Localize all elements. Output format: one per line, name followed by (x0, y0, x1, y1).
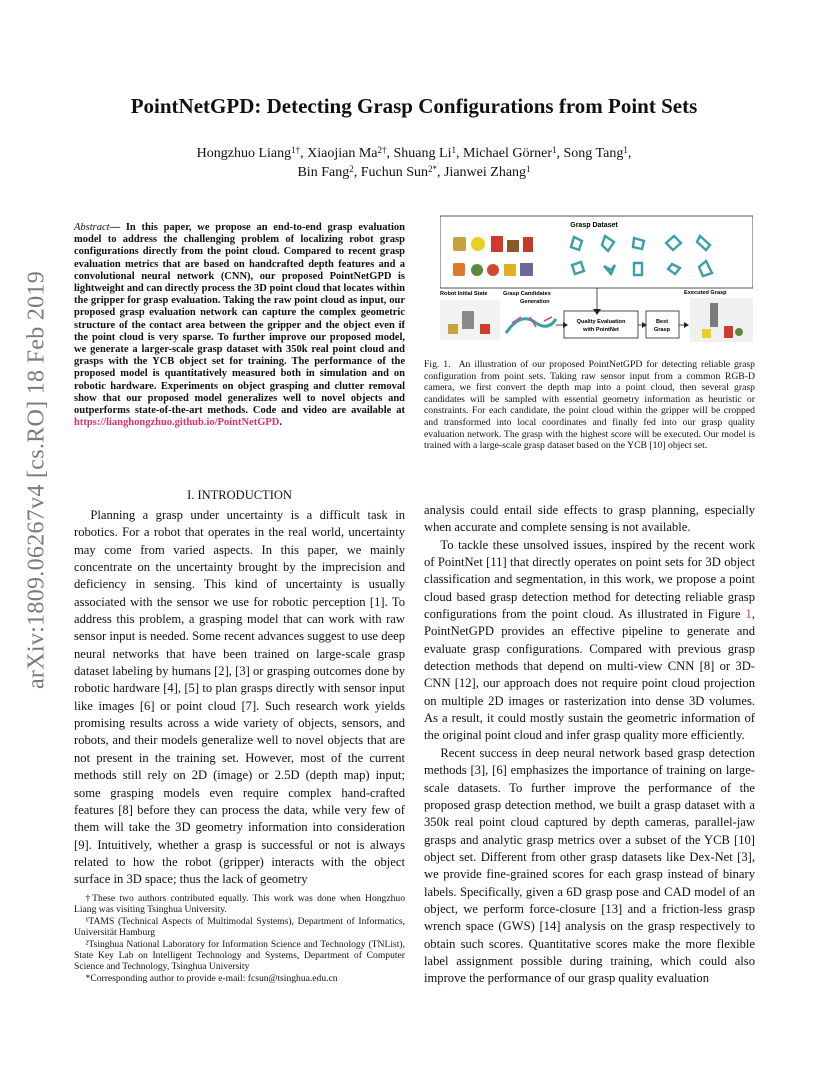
quality-label: Quality Evaluation (576, 319, 626, 325)
object-icon (523, 237, 533, 252)
figure-1 (440, 213, 753, 345)
authors-line-1: Hongzhuo Liang$^{1\dagger}$, Xiaojian $Ma^{2\dagger}$, Shuang Li$^1$, Michael Görner$^1$, Song Tang$^1$, (196, 145, 632, 161)
grasp-examples (571, 236, 712, 276)
object-icon (453, 237, 466, 251)
grasp-icon (602, 236, 614, 251)
object-icon (471, 264, 483, 276)
ycb-objects-row-2 (453, 263, 533, 276)
scene-object (735, 328, 743, 336)
paragraph: To tackle these unsolved issues, inspired by the recent work of PointNet [11] that directly operates on point sets for 3D object classification and segmentation, in this work, we propose a point cloud based grasp detection method for detecting reliable grasp configurations from the point cloud. As illustrated in Figure 1, PointNetGPD provides an effective pipeline to generate and evaluate grasp configurations. Compared with previous grasp detection methods that depend on multi-view CNN [8] or 3D-CNN [12], our approach does not require point cloud projection on multiple 2D images or rasterization into dense 3D volumes. As a result, it could mostly sustain the geometric information of the original point cloud and infer grasp quality more efficiently. (424, 537, 755, 743)
scene-object (724, 326, 733, 338)
left-column (74, 507, 405, 889)
scene-object (702, 329, 711, 338)
scene-object (448, 324, 458, 334)
grasp-icon (571, 237, 582, 250)
figure-caption (424, 359, 755, 452)
author: Xiaojian $Ma^{2\dagger}$ (307, 145, 387, 161)
footnote: †These two authors contributed equally. This work was done when Hongzhuo Liang was visiting Tsinghua University. (74, 893, 405, 916)
author: Jianwei Zhang$^1$ (444, 164, 531, 180)
project-link[interactable]: https://lianghongzhuo.github.io/PointNetGPD (74, 417, 280, 429)
arxiv-watermark: arXiv:1809.06267v4 [cs.RO] 18 Feb 2019 (23, 270, 50, 690)
paper-title: PointNetGPD: Detecting Grasp Configurations from Point Sets (130, 94, 698, 118)
grasp-icon (699, 261, 712, 276)
grasp-icon (668, 264, 680, 274)
executed-label: Executed Grasp (684, 290, 727, 296)
executed-photo (690, 298, 753, 342)
arrow-head (684, 322, 689, 328)
section-heading: I. INTRODUCTION (187, 488, 292, 502)
best-label: Best (655, 319, 669, 325)
robot-arm (462, 311, 474, 329)
grasp-icon (634, 263, 642, 275)
quality-label-2: with PointNet (583, 327, 619, 333)
caption-label: Fig. 1. (424, 359, 451, 370)
object-icon (507, 240, 519, 252)
abstract-label: Abstract (74, 222, 110, 233)
paragraph: Planning a grasp under uncertainty is a difficult task in robotics. For a robot that operates in the real world, uncertainty may come from varied aspects. In this paper, we mainly concentrate on the uncertainty brought by the imprecision and deficiency in sensing. This kind of uncertainty is usually associated with the sensor we use for robotic perception [1]. To address this problem, a grasping model that can work with raw sensor input is needed. Some recent advances suggest to use deep neural networks that have been trained on large-scale grasp dataset labeling by humans [2], [3] or grasping outcomes done by robotic hardware [4], [5] to plan grasps directly with sensor input like images [6] or point cloud [7]. Such research work yields promising results across a wide variety of objects, sensors, and robots, and their models generalize well to novel objects that are not present in the training set. However, most of the current methods still rely on 2D (image) or 2.5D (depth map) input; some grasping models even require complex hand-crafted features [8] before they can process the data, while very few of them will take the 3D geometry information into consideration [9]. Intuitively, whether a grasp is successful or not is always related to how the robot (gripper) interacts with the object surface in 3D space; thus the lack of geometry (74, 508, 405, 887)
candidates-label-2: Generation (520, 299, 550, 305)
best-label-2: Grasp (653, 327, 671, 333)
authors-line-2: Bin Fang$^2$, Fuchun Sun$^{2*}$, Jianwei Zhang$^1$ (297, 164, 531, 180)
author: Song Tang$^1$ (563, 145, 628, 161)
paragraph: analysis could entail side effects to grasp planning, especially when accurate and complete sensing is not available. (424, 503, 755, 535)
object-icon (471, 237, 485, 251)
abstract: Abstract— In this paper, we propose an end-to-end grasp evaluation model to address the challenging problem of localizing robot grasp configurations directly from the point cloud. Compared to recent grasp evaluation metrics that are based on handcrafted depth features and a convolutional neural network (CNN), our proposed PointNetGPD is lightweight and can directly process the 3D point cloud that locates within the gripper for grasp evaluation. Taking the raw point cloud as input, our proposed grasp evaluation network can capture the complex geometric structure of the contact area between the gripper and the object even if the point cloud is very sparse. To further improve our proposed model, we generate a larger-scale grasp dataset with 350k real point cloud and grasps with the YCB object set for training. The performance of the proposed model is quantitatively measured both in simulation and on robotic hardware. Experiments on object grasping and clutter removal show that our proposed model generalizes well to novel objects and outperforms state-of-the-art methods. Code and video are available at https://lianghongzhuo.github.io/PointNetGPD. (74, 222, 405, 429)
ycb-objects-row-1 (453, 236, 533, 252)
caption-text: An illustration of our proposed PointNetGPD for detecting reliable grasp configuration from point sets. Taking raw sensor input from a common RGB-D camera, we first convert the depth map into a point cloud, then several grasp candidates will be sampled with essential geometry information as heuristic or constraints. For each candidate, the point cloud within the gripper will be cropped and transformed into local coordinates and finally fed into our grasp quality evaluation network. The grasp with the highest score will be executed. Our model is trained with a large-scale grasp dataset based on the YCB [10] object set. (424, 359, 755, 452)
figure-reference-link[interactable]: 1 (745, 607, 752, 622)
candidates-label: Grasp Candidates (503, 291, 551, 297)
author: Hongzhuo Liang$^{1\dagger}$ (196, 145, 301, 161)
initial-state-label: Robot Initial State (440, 291, 488, 297)
grasp-icon (666, 236, 681, 250)
object-icon (520, 263, 533, 276)
object-icon (453, 263, 465, 276)
arrow-head (593, 309, 601, 315)
grasp-icon (604, 265, 615, 274)
footnotes (74, 893, 405, 984)
grasp-icon (572, 262, 584, 274)
object-icon (487, 264, 499, 276)
right-column (424, 502, 755, 988)
author: Fuchun Sun$^{2*}$ (360, 164, 437, 180)
scene-object (480, 324, 490, 334)
footnote: ¹TAMS (Technical Aspects of Multimodal Systems), Department of Informatics, Universität Hamburg (74, 915, 405, 939)
robot-arm (710, 303, 718, 327)
abstract-text: — In this paper, we propose an end-to-end grasp evaluation model to address the challenging problem of localizing robot grasp configurations directly from the point cloud. Compared to recent grasp evaluation metrics that are based on handcrafted depth features and a convolutional neural network (CNN), our proposed PointNetGPD is lightweight and can directly process the 3D point cloud that locates within the gripper for grasp evaluation. Taking the raw point cloud as input, our proposed grasp evaluation network can capture the complex geometric structure of the contact area between the gripper and the object even if the point cloud is very sparse. To further improve our proposed model, we generate a larger-scale grasp dataset with 350k real point cloud and grasps with the YCB object set for training. The performance of the proposed model is quantitatively measured both in simulation and on robotic hardware. Experiments on object grasping and clutter removal show that our proposed model generalizes well to novel objects and outperforms state-of-the-art methods. Code and video are available at (74, 222, 405, 417)
footnote: *Corresponding author to provide e-mail: fcsun@tsinghua.edu.cn (85, 972, 338, 984)
object-icon (491, 236, 503, 252)
author-list (120, 144, 708, 182)
author: Shuang Li$^1$ (393, 145, 456, 161)
object-icon (504, 264, 516, 276)
candidates-pointcloud (506, 319, 556, 333)
grasp-icon (633, 238, 644, 249)
author: Bin Fang$^2$ (297, 164, 354, 180)
paragraph: Recent success in deep neural network based grasp detection methods [3], [6] emphasizes the importance of training on large-scale datasets. To further improve the performance of the proposed grasp detection method, we built a grasp dataset with a 350k real point cloud captured by depth cameras, parallel-jaw grasps and analytic grasp metrics over a subset of the YCB [10] object set. Different from other grasp datasets like Dex-Net [3], we provide fine-grained scores for each grasp instead of binary labels. Specifically, given a 6D grasp pose and CAD model of an object, we perform force-closure [13] and a friction-less grasp wrench space (GWS) [14] analysis on the grasp respectively to obtain such scores. Quantitative scores make the more flexible label assignment possible during training, which could also improve the performance of our grasp quality evaluation (424, 745, 755, 986)
author: Michael Görner$^1$ (462, 145, 557, 161)
footnote: ²Tsinghua National Laboratory for Information Science and Technology (TNList), State Key Lab on Intelligent Technology and Systems, Department of Computer Science and Technology, Tsinghua University (74, 938, 405, 973)
grasp-icon (697, 236, 710, 250)
dataset-label: Grasp Dataset (570, 222, 618, 229)
